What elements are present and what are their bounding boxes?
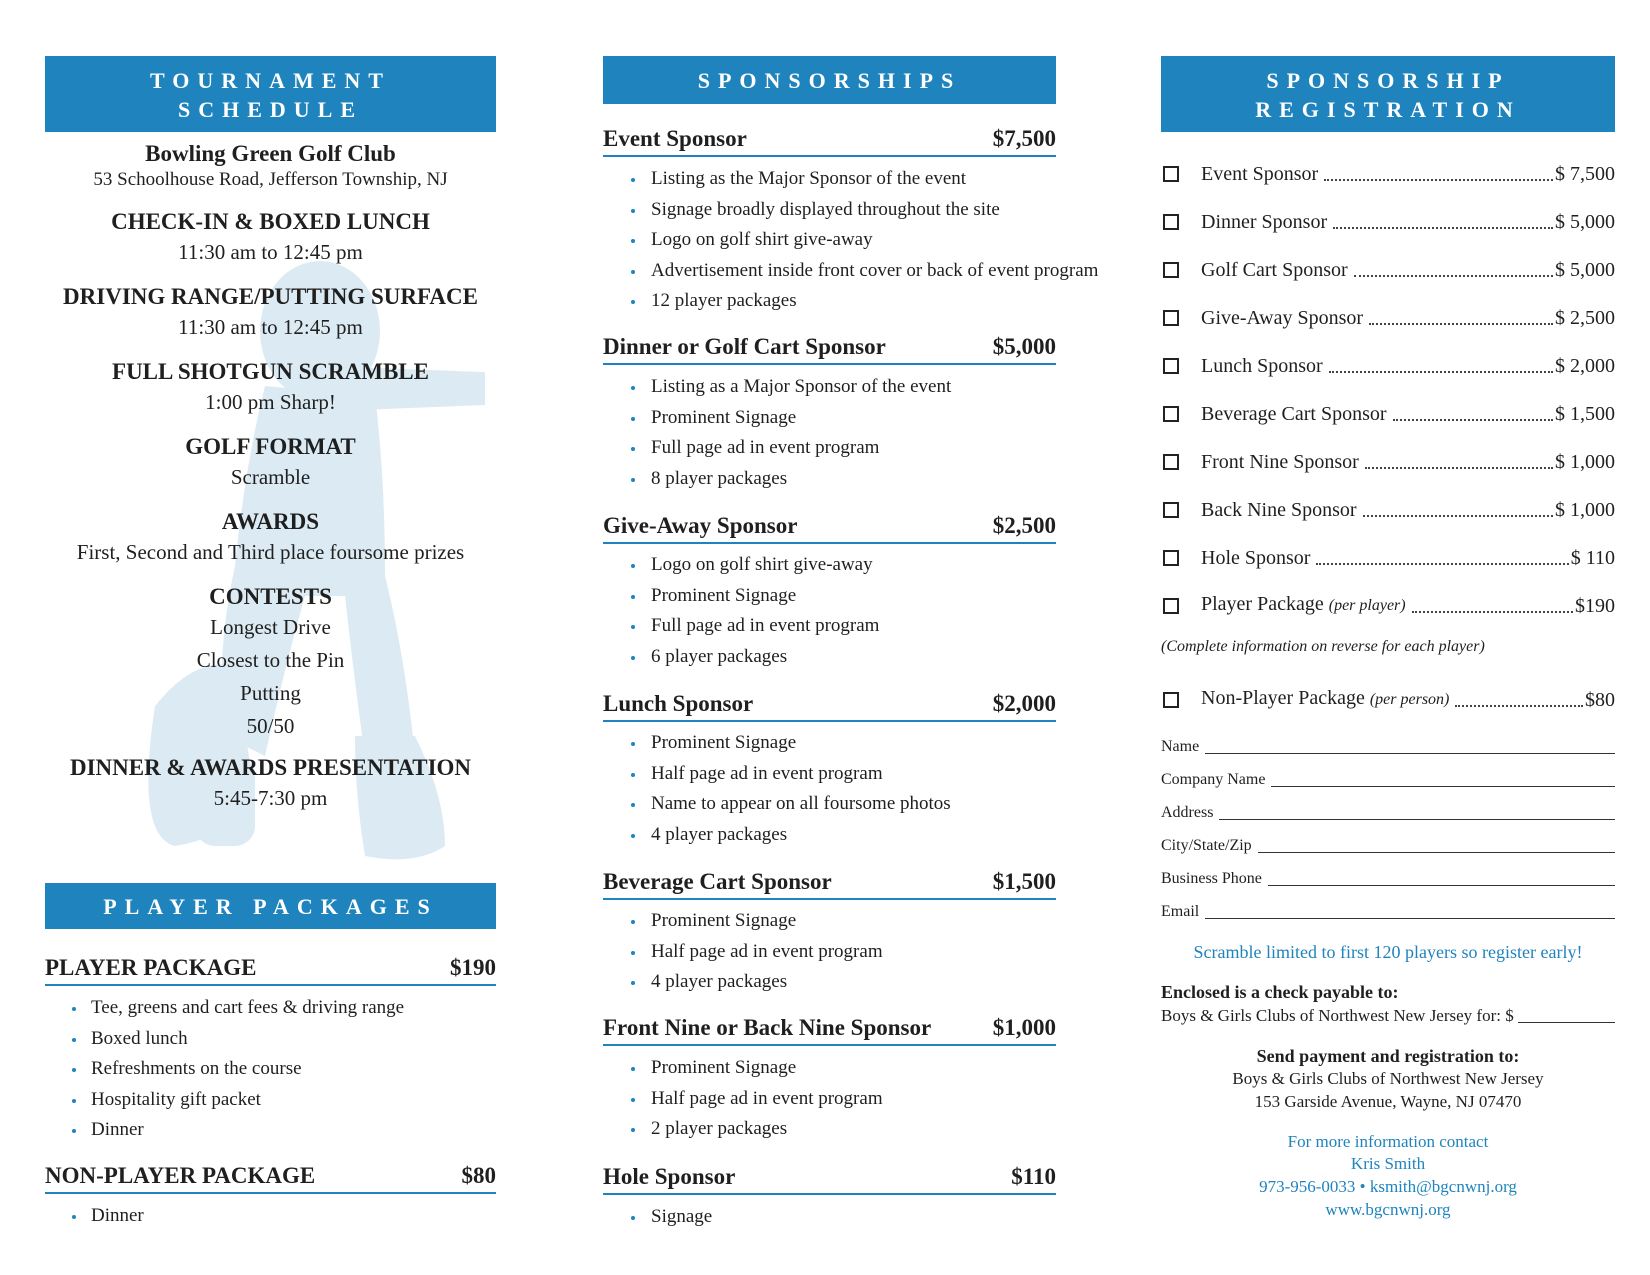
package-name: PLAYER PACKAGE [45, 955, 257, 980]
limit-note: Scramble limited to first 120 players so register early! [1193, 942, 1583, 962]
option-label: Golf Cart Sponsor [1201, 259, 1348, 281]
schedule-text: Scramble [230, 465, 311, 489]
field-label: Email [1161, 903, 1200, 920]
sponsor-option[interactable] [1161, 254, 1615, 282]
venue-name: Bowling Green Golf Club [145, 141, 396, 166]
option-label: Dinner Sponsor [1201, 211, 1328, 233]
option-label: Beverage Cart Sponsor [1201, 403, 1387, 425]
option-amount: $ 2,500 [1555, 307, 1615, 329]
tier-benefits [603, 164, 1099, 317]
sponsor-tier-heading [603, 1163, 1056, 1195]
option-checkbox[interactable] [1163, 166, 1179, 182]
schedule-item [45, 283, 496, 344]
option-label: Give-Away Sponsor [1201, 307, 1364, 329]
schedule-time: 1:00 pm Sharp! [205, 390, 336, 414]
list-item: Listing as a Major Sponsor of the event [603, 372, 1056, 403]
option-amount: $ 110 [1570, 547, 1615, 569]
leader-dots [1329, 371, 1553, 373]
option-checkbox[interactable] [1163, 454, 1179, 470]
option-checkbox[interactable] [1163, 502, 1179, 518]
list-item: 8 player packages [603, 464, 1056, 495]
schedule-heading: FULL SHOTGUN SCRAMBLE [112, 359, 429, 384]
field-label: Address [1161, 804, 1214, 821]
option-amount: $ 5,000 [1555, 259, 1615, 281]
list-item: Signage [603, 1202, 1056, 1233]
check-amount-line[interactable] [1161, 1006, 1615, 1026]
option-checkbox[interactable] [1163, 310, 1179, 326]
list-item: Half page ad in event program [603, 759, 1056, 790]
contest-item: 50/50 [246, 714, 295, 738]
tier-price: $1,000 [992, 1015, 1056, 1040]
list-item: Tee, greens and cart fees & driving range [45, 993, 496, 1024]
name-field[interactable] [1161, 737, 1615, 757]
leader-dots [1393, 419, 1553, 421]
sponsorships-title: SPONSORSHIPS [697, 68, 962, 93]
list-item: Dinner [45, 1201, 496, 1232]
check-text: Boys & Girls Clubs of Northwest New Jersey for: $ [1161, 1006, 1514, 1025]
schedule-heading: CONTESTS [209, 584, 332, 609]
package-price: $190 [450, 955, 496, 980]
tier-name: Event Sponsor [603, 126, 747, 151]
option-label: Event Sponsor [1201, 163, 1319, 185]
package-heading [45, 954, 496, 986]
leader-dots [1316, 563, 1568, 565]
option-amount: $ 1,000 [1555, 451, 1615, 473]
schedule-text: First, Second and Third place foursome prizes [76, 540, 465, 564]
registration-title-line2: REGISTRATION [1255, 97, 1521, 122]
sponsor-tier-heading [603, 868, 1056, 900]
schedule-time: 11:30 am to 12:45 pm [178, 240, 363, 264]
check-heading: Enclosed is a check payable to: [1161, 982, 1399, 1002]
field-label: Company Name [1161, 771, 1266, 788]
sponsor-option[interactable] [1161, 590, 1615, 618]
list-item: Prominent Signage [603, 403, 1056, 434]
sponsor-option[interactable] [1161, 206, 1615, 234]
list-item: Full page ad in event program [603, 611, 1056, 642]
tier-benefits [603, 550, 1056, 672]
schedule-item [45, 358, 496, 419]
list-item: Refreshments on the course [45, 1054, 496, 1085]
list-item: Hospitality gift packet [45, 1085, 496, 1116]
sponsorships-title-bar [603, 56, 1056, 104]
package-name: NON-PLAYER PACKAGE [45, 1163, 316, 1188]
option-checkbox[interactable] [1163, 214, 1179, 230]
sponsor-option[interactable] [1161, 494, 1615, 522]
option-amount: $ 2,000 [1555, 355, 1615, 377]
option-label-text: Player Package [1201, 593, 1324, 615]
venue-block [45, 140, 496, 192]
option-checkbox[interactable] [1163, 550, 1179, 566]
field-line[interactable] [1205, 753, 1615, 754]
schedule-column [45, 56, 496, 1226]
field-line[interactable] [1219, 819, 1615, 820]
list-item: Half page ad in event program [603, 937, 1056, 968]
schedule-time: 5:45-7:30 pm [213, 786, 328, 810]
leader-dots [1354, 275, 1553, 277]
list-item: 6 player packages [603, 642, 1056, 673]
list-item: Listing as the Major Sponsor of the event [603, 164, 1056, 195]
leader-dots [1324, 179, 1553, 181]
schedule-item [45, 208, 496, 269]
schedule-heading: DRIVING RANGE/PUTTING SURFACE [63, 284, 478, 309]
leader-dots [1333, 227, 1553, 229]
sponsor-option[interactable] [1161, 302, 1615, 330]
field-line[interactable] [1271, 786, 1615, 787]
leader-dots [1412, 611, 1573, 613]
tier-name: Beverage Cart Sponsor [603, 869, 832, 894]
check-amount-blank[interactable] [1518, 1022, 1615, 1023]
sponsor-option[interactable] [1161, 350, 1615, 378]
list-item: Prominent Signage [603, 1053, 1056, 1084]
email-field[interactable] [1161, 902, 1615, 922]
tier-name: Lunch Sponsor [603, 691, 754, 716]
list-item: Full page ad in event program [603, 433, 1056, 464]
option-label [1201, 686, 1449, 712]
list-item: Half page ad in event program [603, 1084, 1056, 1115]
schedule-heading: AWARDS [221, 509, 320, 534]
field-label: City/State/Zip [1161, 837, 1252, 854]
option-amount: $ 1,500 [1555, 403, 1615, 425]
tier-benefits [603, 728, 1056, 850]
package-price: $80 [461, 1163, 496, 1188]
tier-benefits [603, 372, 1056, 494]
list-item: Advertisement inside front cover or back of event program [603, 256, 1056, 287]
tier-benefits [603, 1202, 1056, 1233]
option-checkbox[interactable] [1163, 692, 1179, 708]
tier-benefits [603, 1053, 1056, 1145]
contact-details [1161, 1177, 1615, 1197]
send-line: 153 Garside Avenue, Wayne, NJ 07470 [1254, 1092, 1522, 1111]
tier-price: $5,000 [992, 334, 1056, 359]
schedule-heading: CHECK-IN & BOXED LUNCH [111, 209, 430, 234]
schedule-time: 11:30 am to 12:45 pm [178, 315, 363, 339]
schedule-title-bar [45, 56, 496, 132]
list-item: 2 player packages [603, 1114, 1056, 1145]
option-label: Hole Sponsor [1201, 547, 1311, 569]
list-item: Signage broadly displayed throughout the site [603, 195, 1056, 226]
option-checkbox[interactable] [1163, 262, 1179, 278]
sponsor-option[interactable] [1161, 684, 1615, 712]
company-name-field[interactable] [1161, 770, 1615, 790]
list-item: Logo on golf shirt give-away [603, 550, 1056, 581]
list-item: Prominent Signage [603, 728, 1056, 759]
tier-benefits [603, 906, 1056, 998]
option-amount: $ 5,000 [1555, 211, 1615, 233]
leader-dots [1369, 323, 1553, 325]
list-item: 12 player packages [603, 286, 1056, 317]
field-label: Name [1161, 738, 1200, 755]
list-item: Dinner [45, 1115, 496, 1146]
option-label: Front Nine Sponsor [1201, 451, 1359, 473]
contest-item: Longest Drive [210, 615, 331, 639]
contact-phone[interactable]: 973-956-0033 [1259, 1177, 1356, 1196]
option-amount: $ 1,000 [1555, 499, 1615, 521]
schedule-item [45, 754, 496, 815]
sponsorships-column [603, 56, 1099, 1227]
leader-dots [1455, 705, 1583, 707]
option-label-text: Non-Player Package [1201, 687, 1365, 709]
contact-intro: For more information contact [1287, 1132, 1489, 1151]
contest-item: Closest to the Pin [196, 648, 345, 672]
option-qualifier: (per person) [1369, 691, 1450, 708]
list-item: Name to appear on all foursome photos [603, 789, 1056, 820]
address-field[interactable] [1161, 803, 1615, 823]
reverse-note: (Complete information on reverse for each player) [1161, 638, 1485, 655]
contact-name: Kris Smith [1350, 1154, 1426, 1173]
schedule-title-line2: SCHEDULE [177, 97, 364, 122]
city-state-zip-field[interactable] [1161, 836, 1615, 856]
tier-name: Front Nine or Back Nine Sponsor [603, 1015, 932, 1040]
contact-email[interactable]: ksmith@bgcnwnj.org [1369, 1177, 1517, 1196]
tier-price: $110 [1011, 1164, 1056, 1189]
registration-title-bar [1161, 56, 1615, 132]
list-item: 4 player packages [603, 967, 1056, 998]
option-amount: $80 [1585, 689, 1615, 711]
send-heading: Send payment and registration to: [1256, 1046, 1520, 1066]
option-amount: $190 [1575, 595, 1615, 617]
tier-price: $7,500 [992, 126, 1056, 151]
sponsor-tier-heading [603, 1014, 1056, 1046]
option-amount: $ 7,500 [1555, 163, 1615, 185]
sponsor-option[interactable] [1161, 398, 1615, 426]
registration-column [1161, 56, 1615, 1219]
field-line[interactable] [1205, 918, 1615, 919]
package-benefits [45, 993, 496, 1146]
option-label [1201, 592, 1406, 618]
tier-name: Dinner or Golf Cart Sponsor [603, 334, 886, 359]
option-checkbox[interactable] [1163, 598, 1179, 614]
player-packages-title-bar [45, 883, 496, 929]
field-line[interactable] [1268, 885, 1615, 886]
list-item: Prominent Signage [603, 581, 1056, 612]
schedule-heading: DINNER & AWARDS PRESENTATION [69, 755, 472, 780]
package-benefits [45, 1201, 496, 1232]
schedule-title-line1: TOURNAMENT [150, 68, 391, 93]
leader-dots [1365, 467, 1553, 469]
sponsor-tier-heading [603, 125, 1056, 157]
sponsor-option[interactable] [1161, 158, 1615, 186]
list-item: 4 player packages [603, 820, 1056, 851]
schedule-heading: GOLF FORMAT [185, 434, 356, 459]
schedule-item [45, 583, 496, 743]
send-line: Boys & Girls Clubs of Northwest New Jersey [1232, 1069, 1544, 1088]
registration-title-line1: SPONSORSHIP [1266, 68, 1510, 93]
tier-price: $1,500 [992, 869, 1056, 894]
list-item: Logo on golf shirt give-away [603, 225, 1056, 256]
option-qualifier: (per player) [1328, 597, 1406, 614]
option-checkbox[interactable] [1163, 358, 1179, 374]
tier-price: $2,000 [992, 691, 1056, 716]
list-item: Boxed lunch [45, 1024, 496, 1055]
website-link[interactable]: www.bgcnwnj.org [1325, 1200, 1451, 1219]
option-checkbox[interactable] [1163, 406, 1179, 422]
package-heading [45, 1162, 496, 1194]
bullet-separator: • [1359, 1177, 1366, 1196]
business-phone-field[interactable] [1161, 869, 1615, 889]
list-item: Prominent Signage [603, 906, 1056, 937]
option-label: Lunch Sponsor [1201, 355, 1323, 377]
tier-name: Give-Away Sponsor [603, 513, 798, 538]
venue-address: 53 Schoolhouse Road, Jefferson Township, NJ [93, 169, 448, 190]
leader-dots [1363, 515, 1553, 517]
sponsor-tier-heading [603, 333, 1056, 365]
schedule-item [45, 508, 496, 569]
contest-item: Putting [240, 681, 301, 705]
option-label: Back Nine Sponsor [1201, 499, 1357, 521]
tier-price: $2,500 [992, 513, 1056, 538]
field-line[interactable] [1258, 852, 1615, 853]
sponsor-tier-heading [603, 690, 1056, 722]
schedule-item [45, 433, 496, 494]
sponsor-option[interactable] [1161, 446, 1615, 474]
tier-name: Hole Sponsor [603, 1164, 736, 1189]
sponsor-tier-heading [603, 512, 1056, 544]
player-packages-title: PLAYER PACKAGES [103, 894, 438, 919]
sponsor-option[interactable] [1161, 542, 1615, 570]
field-label: Business Phone [1161, 870, 1262, 887]
